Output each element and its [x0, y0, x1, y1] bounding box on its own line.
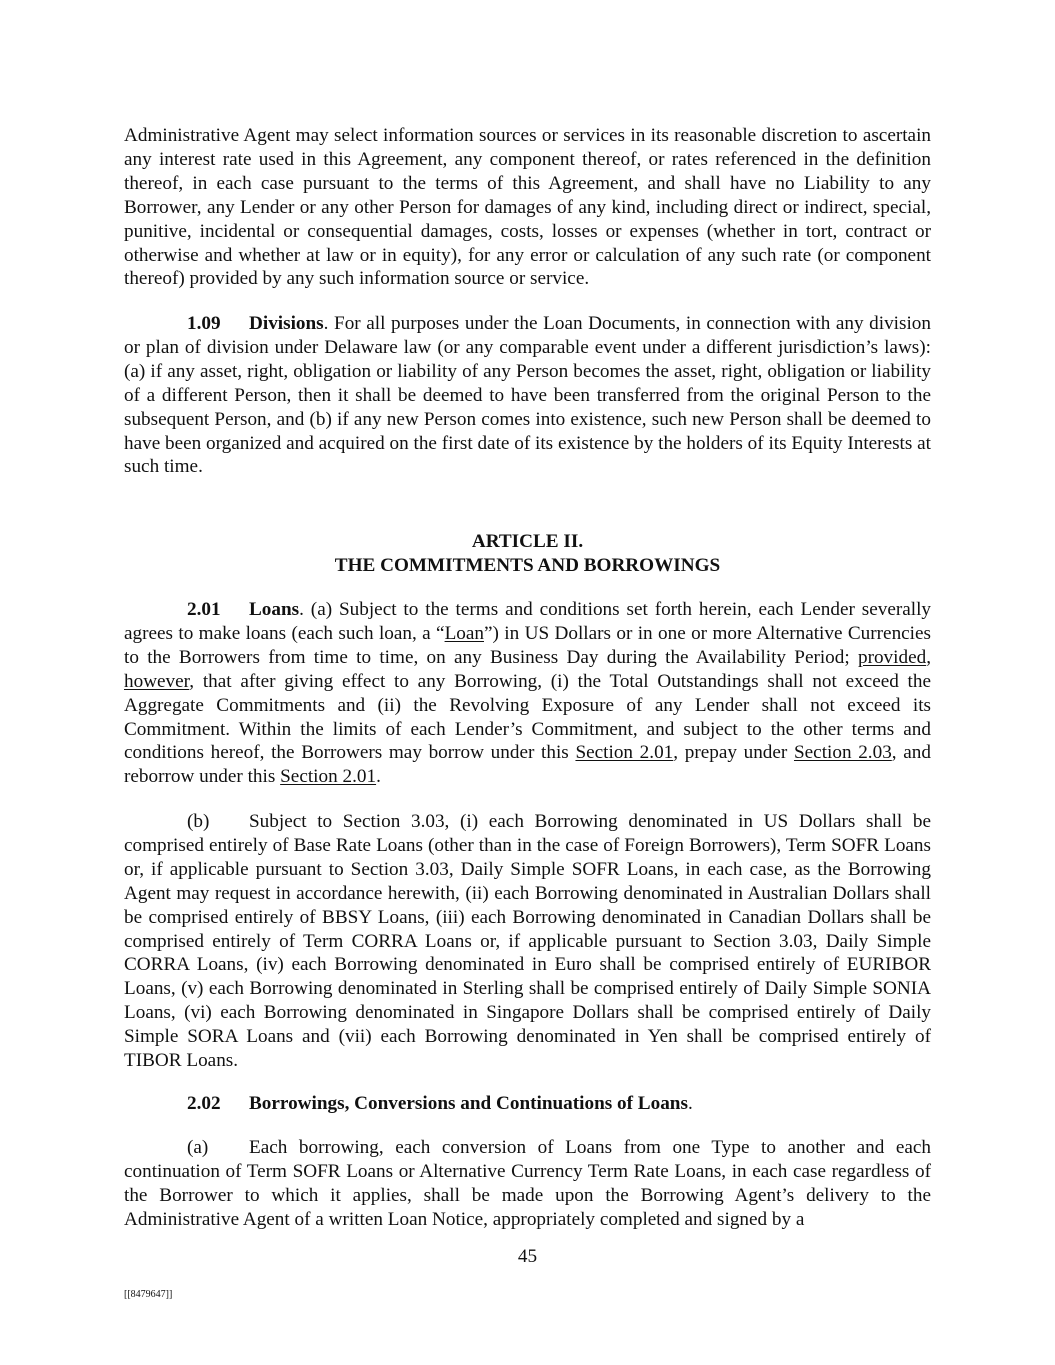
- article-heading: [124, 530, 931, 578]
- section-2-02-a: [124, 1136, 931, 1232]
- term-provided: provided: [857, 646, 927, 668]
- text-run: , that after giving effect to any Borrowing, (i) the Total Outstandings shall not exceed the Aggregate Commitments and (ii) the Revolving Exposure of any Lender shall not exceed its Commitment. Within the limits of each Lender’s Commitment, and subject to the other terms and conditions hereof, the Borrowers may borrow under this: [124, 670, 931, 764]
- section-2-02-paragraph-a: [124, 1136, 931, 1232]
- section-title: Loans: [249, 599, 300, 620]
- subsection-body: Subject to Section 3.03, (i) each Borrowing denominated in US Dollars shall be comprised entirely of Base Rate Loans (other than in the case of Foreign Borrowers), Term SOFR Loans or, if applicable pursuant to Section 3.03, Daily Simple SOFR Loans, in each case, as the Borrowing Agent may request in accordance herewith, (ii) each Borrowing denominated in Australian Dollars shall be comprised entirely of BBSY Loans, (iii) each Borrowing denominated in Canadian Dollars shall be comprised entirely of Term CORRA Loans or, if applicable pursuant to Section 3.03, Daily Simple CORRA Loans, (iv) each Borrowing denominated in Euro shall be comprised entirely of EURIBOR Loans, (v) each Borrowing denominated in Sterling shall be comprised entirely of Daily Simple SONIA Loans, (vi) each Borrowing denominated in Singapore Dollars shall be comprised entirely of Daily Simple SORA Loans and (vii) each Borrowing denominated in Yen shall be comprised entirely of TIBOR Loans.: [124, 811, 931, 1072]
- section-1-09-paragraph: [124, 312, 931, 479]
- section-reference-link[interactable]: Section 2.03: [793, 742, 892, 764]
- section-2-01-paragraph-b: [124, 810, 931, 1073]
- section-number: 1.09: [187, 313, 221, 334]
- text-run: .: [376, 766, 381, 788]
- article-title: THE COMMITMENTS AND BORROWINGS: [334, 554, 721, 576]
- intro-paragraph: Administrative Agent may select information sources or services in its reasonable discretion to ascertain any interest rate used in this Agreement, any component thereof, or rates referenced in the definition thereof, in each case pursuant to the terms of this Agreement, and shall have no Liability to any Borrower, any Lender or any other Person for damages of any kind, including direct or indirect, special, punitive, incidental or consequential damages, costs, losses or expenses (whether in tort, contract or otherwise and whether at law or in equity), for any error or calculation of any such rate (or component thereof) provided by any such information source or service.: [124, 125, 931, 290]
- section-2-01-paragraph-a: [124, 598, 931, 789]
- section-1-09: [124, 312, 931, 479]
- section-2-01: [124, 598, 931, 789]
- document-id: [[8479647]]: [124, 1289, 173, 1300]
- subsection-label: (b): [187, 811, 210, 832]
- section-title: Divisions: [249, 313, 324, 334]
- article-number: ARTICLE II.: [471, 531, 584, 552]
- section-reference-link[interactable]: Section 2.01: [280, 766, 377, 788]
- text-run: . (a) Subject to the terms and conditions set forth herein, each Lender severally agrees to make loans (each such loan, a “: [124, 599, 931, 644]
- section-reference-link[interactable]: Section 2.01: [575, 742, 674, 764]
- section-2-02-title-line: [124, 1092, 931, 1116]
- intro-paragraph-block: [124, 124, 931, 291]
- text-run: , prepay under: [673, 742, 794, 764]
- section-title: Borrowings, Conversions and Continuations of Loans: [249, 1093, 688, 1114]
- section-number: 2.02: [187, 1093, 221, 1114]
- text-run: ,: [926, 646, 931, 668]
- subsection-body: Each borrowing, each conversion of Loans from one Type to another and each continuation of Term SOFR Loans or Alternative Currency Term Rate Loans, in each case regardless of the Borrower to which it applies, shall be made upon the Borrowing Agent’s delivery to the Administrative Agent of a written Loan Notice, appropriately completed and signed by a: [124, 1137, 931, 1230]
- section-number: 2.01: [187, 599, 221, 620]
- text-run: ”) in US Dollars or in one or more Alternative Currencies to the Borrowers from time to time, on any Business Day during the Availability Period;: [124, 622, 931, 668]
- page-number: 45: [517, 1246, 538, 1267]
- text-run: .: [687, 1093, 693, 1114]
- text-run: , and reborrow under this: [124, 742, 931, 788]
- term-however: however: [124, 670, 190, 692]
- subsection-label: (a): [187, 1137, 209, 1158]
- section-2-02-heading: [124, 1092, 931, 1116]
- section-body: . For all purposes under the Loan Documents, in connection with any division or plan of division under Delaware law (or any comparable event under a different jurisdiction’s laws): (a) if any asset, right, obligation or liability of any Person becomes the asset, right, obligation or liability of a different Person, then it shall be deemed to have been transferred from the original Person to the subsequent Person, and (b) if any new Person comes into existence, such new Person shall be deemed to have been organized and acquired on the first date of its existence by the holders of its Equity Interests at such time.: [124, 313, 931, 478]
- section-2-01-b: [124, 810, 931, 1073]
- defined-term-loan: Loan: [444, 622, 484, 644]
